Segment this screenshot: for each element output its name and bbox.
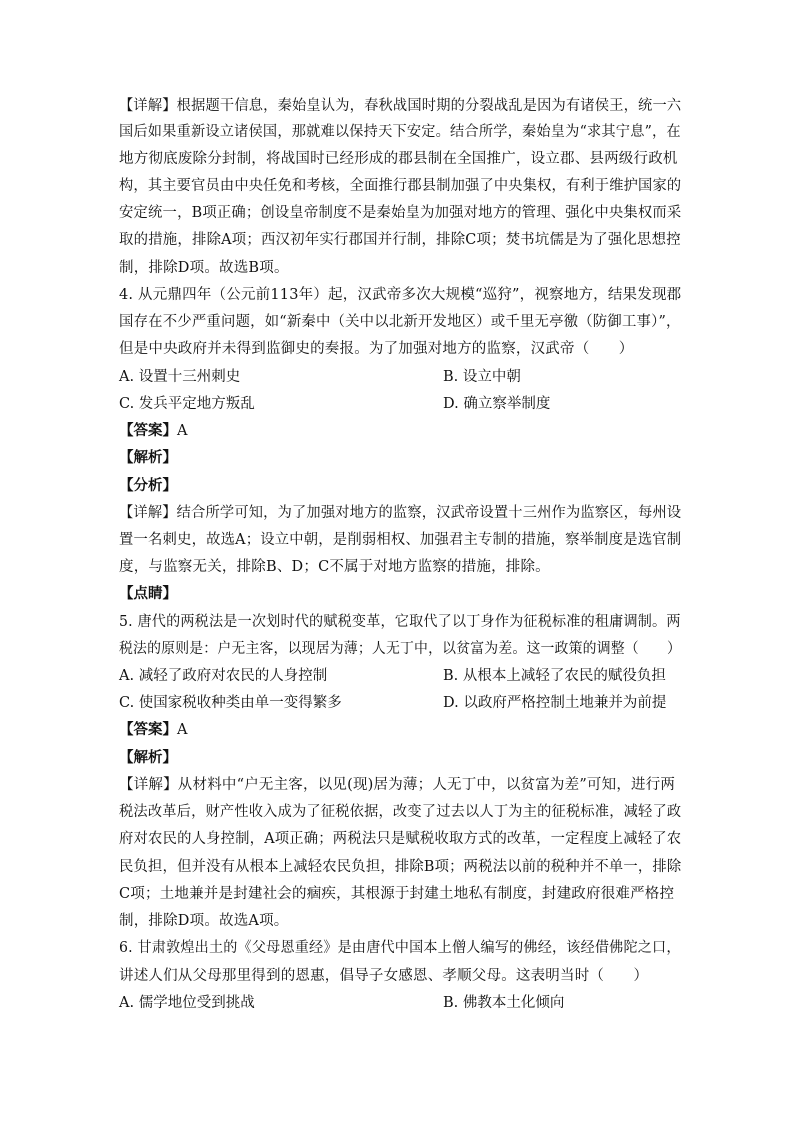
detail-line: 【详解】结合所学可知，为了加强对地方的监察，汉武帝设置十三州作为监察区，每州设 xyxy=(119,505,682,521)
answer-value: A xyxy=(177,722,188,738)
detail-line: 民负担，但并没有从根本上减轻农民负担，排除B项；两税法以前的税种并不单一，排除 xyxy=(119,859,682,875)
text-line: 地方彻底废除分封制，将战国时已经形成的郡县制在全国推广，设立郡、县两级行政机 xyxy=(119,151,678,167)
text-line: 构，其主要官员由中央任免和考核，全面推行郡县制加强了中央集权，有利于维护国家的 xyxy=(119,178,682,194)
detail-line: 度，与监察无关，排除B、D；C不属于对地方监察的措施，排除。 xyxy=(119,559,550,575)
option-b: B. 设立中朝 xyxy=(443,369,521,385)
detail-line: 府对农民的人身控制，A项正确；两税法只是赋税收取方式的改革，一定程度上减轻了农 xyxy=(119,831,682,847)
detail-line: 【详解】从材料中“户无主客，以见(现)居为薄；人无丁中，以贫富为差”可知，进行两 xyxy=(119,777,676,793)
option-d: D. 确立察举制度 xyxy=(443,396,551,412)
text-line: 制，排除D项。故选B项。 xyxy=(119,260,289,276)
option-a: A. 减轻了政府对农民的人身控制 xyxy=(119,668,328,684)
question-5-stem: 税法的原则是：户无主客，以现居为薄；人无丁中，以贫富为差。这一政策的调整（ ） xyxy=(119,641,682,657)
detail-line: 税法改革后，财产性收入成为了征税依据，改变了过去以人丁为主的征税标准，减轻了政 xyxy=(119,804,682,820)
analysis-heading: 【解析】 xyxy=(119,449,177,466)
detail-line: 置一名刺史，故选A；设立中朝，是削弱相权、加强君主专制的措施，察举制度是选官制 xyxy=(119,532,682,548)
answer-value: A xyxy=(177,423,188,439)
question-4-stem: 国存在不少严重问题，如“新秦中（关中以北新开发地区）或千里无亭徼（防御工事）”， xyxy=(119,314,681,330)
question-4-stem: 4. 从元鼎四年（公元前113年）起，汉武帝多次大规模“巡狩”，视察地方，结果发现郡 xyxy=(119,287,682,303)
dianjing-heading: 【点睛】 xyxy=(119,585,177,602)
analysis-heading: 【解析】 xyxy=(119,749,177,766)
answer-heading xyxy=(119,720,187,740)
option-c: C. 使国家税收种类由单一变得繁多 xyxy=(119,695,342,711)
detail-line: 制，排除D项。故选A项。 xyxy=(119,913,289,929)
question-4-stem: 但是中央政府并未得到监御史的奏报。为了加强对地方的监察，汉武帝（ ） xyxy=(119,341,634,357)
option-d: D. 以政府严格控制土地兼并为前提 xyxy=(443,695,667,711)
text-line: 国后如果重新设立诸侯国，那就难以保持天下安定。结合所学，秦始皇为“求其宁息”，在 xyxy=(119,124,681,140)
option-a: A. 设置十三州刺史 xyxy=(119,369,241,385)
fenxi-heading: 【分析】 xyxy=(119,477,177,494)
option-c: C. 发兵平定地方叛乱 xyxy=(119,396,255,412)
answer-heading xyxy=(119,421,187,441)
text-line: 【详解】根据题干信息，秦始皇认为，春秋战国时期的分裂战乱是因为有诸侯王，统一六 xyxy=(119,98,682,114)
detail-line: C项；土地兼并是封建社会的痼疾，其根源于封建土地私有制度，封建政府很难严格控 xyxy=(119,886,675,902)
answer-label: 【答案】 xyxy=(119,422,177,439)
text-line: 取的措施，排除A项；西汉初年实行郡国并行制，排除C项；焚书坑儒是为了强化思想控 xyxy=(119,232,681,248)
question-6-stem: 讲述人们从父母那里得到的恩惠，倡导子女感恩、孝顺父母。这表明当时（ ） xyxy=(119,968,649,984)
question-5-stem: 5. 唐代的两税法是一次划时代的赋税变革，它取代了以丁身作为征税标准的租庸调制。两 xyxy=(119,614,681,630)
text-line: 安定统一，B项正确；创设皇帝制度不是秦始皇为加强对地方的管理、强化中央集权而采 xyxy=(119,205,682,221)
answer-label: 【答案】 xyxy=(119,721,177,738)
option-b: B. 佛教本土化倾向 xyxy=(443,995,565,1011)
option-b: B. 从根本上减轻了农民的赋役负担 xyxy=(443,668,666,684)
question-6-stem: 6. 甘肃敦煌出土的《父母恩重经》是由唐代中国本上僧人编写的佛经，该经借佛陀之口， xyxy=(119,940,681,956)
option-a: A. 儒学地位受到挑战 xyxy=(119,995,255,1011)
